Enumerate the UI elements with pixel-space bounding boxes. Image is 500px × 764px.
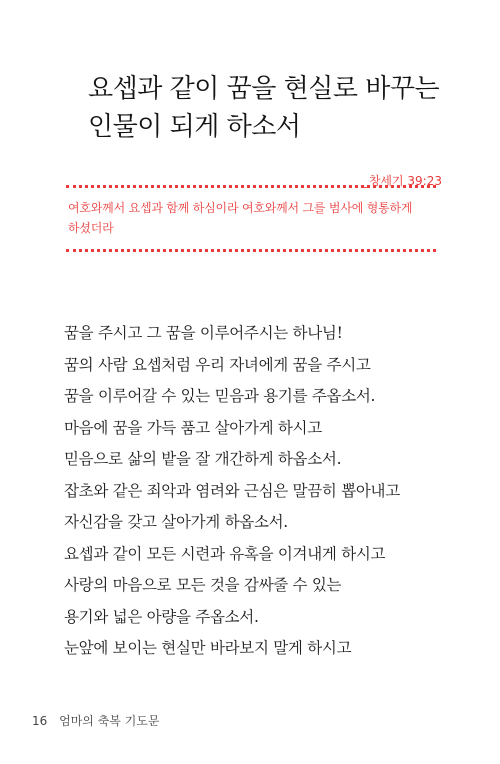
prayer-line: 마음에 꿈을 가득 품고 살아가게 하시고 (64, 418, 322, 437)
title-line-2: 인물이 되게 하소서 (88, 112, 301, 142)
prayer-line: 꿈을 주시고 그 꿈을 이루어주시는 하나님! (64, 324, 343, 342)
prayer-line: 사랑의 마음으로 모든 것을 감싸줄 수 있는 (64, 576, 342, 594)
scripture-verse (68, 198, 430, 238)
prayer-line: 꿈을 이루어갈 수 있는 믿음과 용기를 주옵소서. (64, 387, 376, 405)
page-number: 16 (32, 714, 48, 728)
dotted-divider-bottom (66, 249, 436, 252)
prayer-title (88, 70, 448, 146)
prayer-line: 믿음으로 삶의 밭을 잘 개간하게 하옵소서. (64, 450, 342, 468)
verse-line-1: 여호와께서 요셉과 함께 하심이라 여호와께서 그를 범사에 형통하게 (68, 201, 413, 215)
prayer-line: 용기와 넓은 아량을 주옵소서. (64, 607, 259, 626)
dotted-divider-top (66, 185, 436, 188)
prayer-line: 꿈의 사람 요셉처럼 우리 자녀에게 꿈을 주시고 (64, 355, 371, 374)
title-line-1: 요셉과 같이 꿈을 현실로 바꾸는 (88, 74, 440, 104)
scripture-reference: _창세기 39:23 (362, 174, 442, 188)
verse-line-2: 하셨더라 (68, 221, 114, 235)
prayer-line: 요셉과 같이 모든 시련과 유혹을 이겨내게 하시고 (64, 544, 386, 563)
book-title: 엄마의 축복 기도문 (59, 714, 160, 728)
prayer-line: 눈앞에 보이는 현실만 바라보지 말게 하시고 (64, 639, 352, 657)
prayer-line: 자신감을 갖고 살아가게 하옵소서. (64, 513, 288, 531)
page-footer (32, 712, 159, 729)
prayer-line: 잡초와 같은 죄악과 염려와 근심은 말끔히 뽑아내고 (64, 481, 400, 500)
prayer-body (64, 318, 444, 665)
